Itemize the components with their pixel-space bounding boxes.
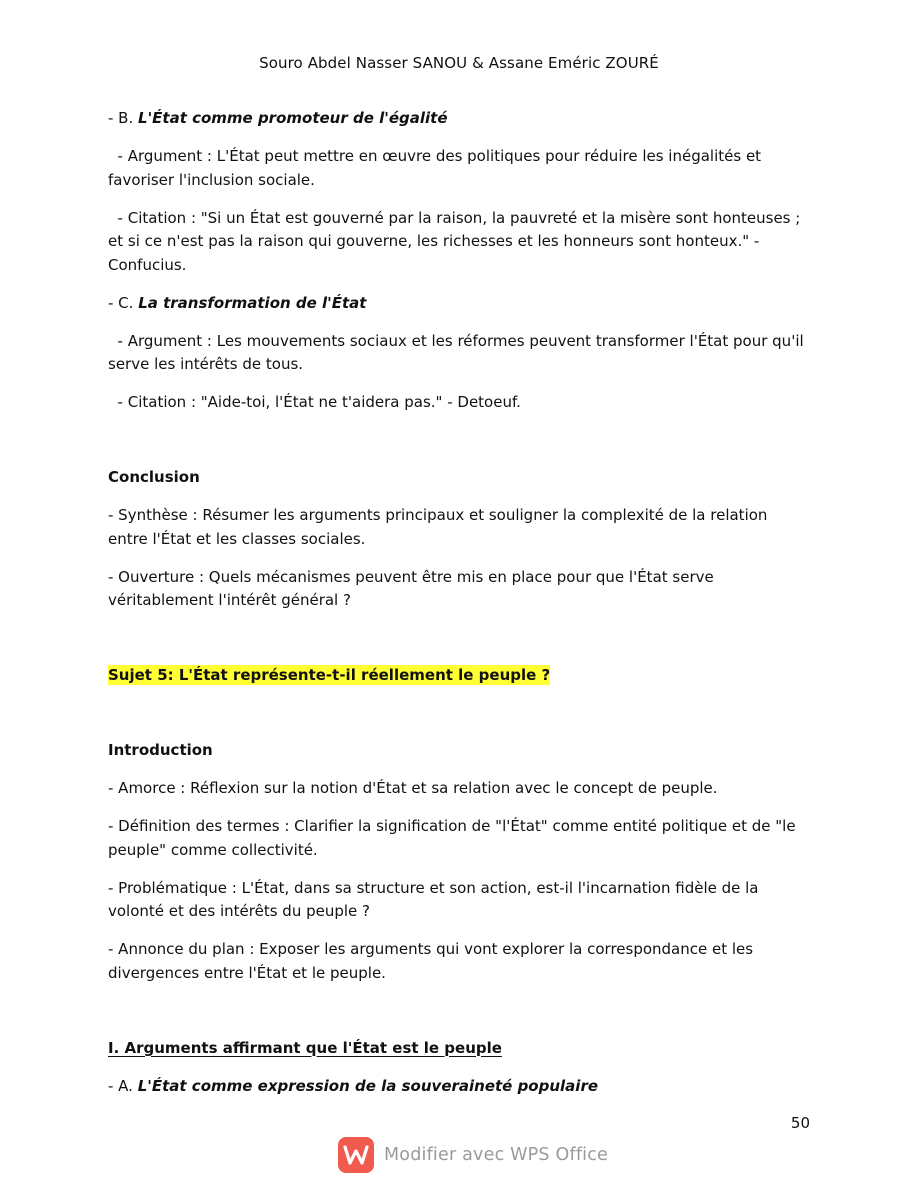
section-a-heading [108,1075,808,1099]
conclusion-synthese: - Synthèse : Résumer les arguments principaux et souligner la complexité de la relation entre l'État et les classes sociales. [108,506,768,548]
section-c-heading [108,292,808,316]
intro-problematique: - Problématique : L'État, dans sa structure et son action, est-il l'incarnation fidèle de la volonté et des intérêts du peuple ? [108,878,759,920]
part1-heading [108,1037,808,1061]
section-b-title: L'État comme promoteur de l'égalité [138,109,448,127]
document-body [108,107,808,1113]
blank-line [108,429,808,466]
wps-edit-badge[interactable] [338,1136,608,1174]
section-a-title: L'État comme expression de la souveraineté populaire [137,1076,599,1095]
wps-w-logo-icon [338,1137,374,1173]
part1-title: I. Arguments affirmant que l'État est le peuple [108,1038,502,1057]
intro-amorce: - Amorce : Réflexion sur la notion d'État et sa relation avec le concept de peuple. [108,779,718,797]
page-number: 50 [790,1114,810,1132]
intro-annonce: - Annonce du plan : Exposer les arguments qui vont explorer la correspondance et les divergences entre l'État et le peuple. [108,940,754,982]
section-c-title: La transformation de l'État [138,293,367,312]
wps-edit-label: Modifier avec WPS Office [384,1145,609,1165]
section-b-argument: - Argument : L'État peut mettre en œuvre des politiques pour réduire les inégalités et favoriser l'inclusion sociale. [108,147,766,189]
section-b-prefix: - B. [108,109,139,127]
blank-line [108,1000,808,1037]
page-header-authors: Souro Abdel Nasser SANOU & Assane Eméric ZOURÉ [259,54,659,72]
section-a-prefix: - A. [108,1076,138,1095]
sujet-heading [108,664,808,688]
section-c-prefix: - C. [108,293,139,312]
conclusion-heading: Conclusion [108,468,200,486]
section-c-citation: - Citation : "Aide-toi, l'État ne t'aidera pas." - Detoeuf. [108,393,521,411]
sujet-title: Sujet 5: L'État représente-t-il réellement le peuple ? [108,666,551,684]
section-b-heading [108,107,808,131]
blank-line [108,702,808,739]
section-c-argument: - Argument : Les mouvements sociaux et les réformes peuvent transformer l'État pour qu'il serve les intérêts de tous. [108,331,809,373]
introduction-heading: Introduction [108,741,213,759]
blank-line [108,627,808,664]
section-b-citation: - Citation : "Si un État est gouverné par la raison, la pauvreté et la misère sont honteuses ; et si ce n'est pas la raison qui gouverne, les richesses et les honneurs sont honteux." - Confucius. [108,208,806,274]
intro-definition: - Définition des termes : Clarifier la signification de "l'État" comme entité politique et de "le peuple" comme collectivité. [108,817,796,859]
conclusion-ouverture: - Ouverture : Quels mécanismes peuvent être mis en place pour que l'État serve véritablement l'intérêt général ? [108,567,714,609]
